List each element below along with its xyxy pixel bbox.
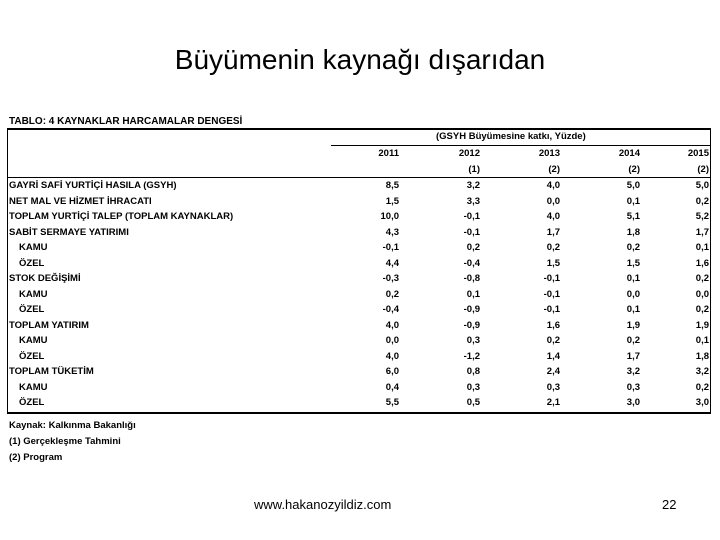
row-label: GAYRİ SAFİ YURTİÇİ HASILA (GSYH) xyxy=(9,180,177,191)
row-value: 0,2 xyxy=(626,242,640,253)
row-value: -0,1 xyxy=(543,273,560,284)
row-value: 0,4 xyxy=(385,381,399,393)
row-value: 0,2 xyxy=(626,335,640,346)
row-label: STOK DEĞİŞİMİ xyxy=(9,273,81,284)
row-value: 0,0 xyxy=(695,288,709,300)
table-row xyxy=(9,258,709,274)
table-row xyxy=(9,382,709,398)
row-label: ÖZEL xyxy=(19,350,45,362)
row-value: -0,1 xyxy=(543,304,560,315)
row-value: 4,3 xyxy=(385,226,399,238)
row-value: 0,2 xyxy=(695,381,709,393)
row-value: 0,3 xyxy=(466,381,480,393)
row-value: 1,5 xyxy=(626,257,640,269)
note-marker: (2) xyxy=(628,164,640,175)
row-value: 1,5 xyxy=(546,257,560,269)
row-value: 1,7 xyxy=(695,226,709,238)
row-value: -0,1 xyxy=(543,288,560,300)
table-row xyxy=(9,211,709,227)
row-value: 5,1 xyxy=(626,211,640,222)
row-value: 3,3 xyxy=(466,195,480,207)
row-label: ÖZEL xyxy=(19,304,45,315)
row-value: 0,2 xyxy=(466,242,480,253)
row-value: 5,2 xyxy=(695,211,709,222)
row-value: 1,7 xyxy=(626,350,640,362)
note-marker: (2) xyxy=(697,164,709,175)
row-value: 0,3 xyxy=(466,335,480,346)
table-row xyxy=(9,227,709,243)
row-value: 4,4 xyxy=(385,257,399,269)
table-right-border xyxy=(710,128,711,413)
row-value: 0,2 xyxy=(546,335,560,346)
table-row xyxy=(9,273,709,289)
row-value: 10,0 xyxy=(380,211,399,222)
row-value: 1,6 xyxy=(546,319,560,331)
row-value: 0,5 xyxy=(466,397,480,408)
row-value: 0,1 xyxy=(695,242,709,253)
source-note: Kaynak: Kalkınma Bakanlığı xyxy=(9,420,136,431)
row-label: ÖZEL xyxy=(19,397,45,408)
footnote-1: (1) Gerçekleşme Tahmini xyxy=(9,436,121,447)
row-value: -0,4 xyxy=(382,304,399,315)
table-row xyxy=(9,304,709,320)
year-header: 2013 xyxy=(538,148,560,159)
row-label: KAMU xyxy=(19,381,48,393)
row-value: 1,6 xyxy=(695,257,709,269)
table-row xyxy=(9,351,709,367)
row-value: -0,9 xyxy=(463,304,480,315)
slide-title: Büyümenin kaynağı dışarıdan xyxy=(174,44,546,75)
table-row xyxy=(9,289,709,305)
row-value: -0,1 xyxy=(463,226,480,238)
row-value: 0,1 xyxy=(626,304,640,315)
row-value: 0,3 xyxy=(626,381,640,393)
table-row xyxy=(9,242,709,258)
table-title: TABLO: 4 KAYNAKLAR HARCAMALAR DENGESİ xyxy=(9,116,243,127)
row-value: 5,0 xyxy=(695,180,709,191)
row-value: -0,1 xyxy=(382,242,399,253)
row-value: 0,2 xyxy=(695,195,709,207)
row-label: ÖZEL xyxy=(19,257,45,269)
year-header: 2012 xyxy=(458,148,480,159)
row-value: 0,1 xyxy=(626,195,640,207)
row-value: -0,9 xyxy=(463,319,480,331)
row-value: 5,0 xyxy=(626,180,640,191)
row-value: 0,1 xyxy=(466,288,480,300)
table-left-border xyxy=(7,128,8,413)
table-row xyxy=(9,335,709,351)
row-value: 0,2 xyxy=(695,273,709,284)
row-label: TOPLAM TÜKETİM xyxy=(9,366,94,377)
row-label: KAMU xyxy=(19,242,48,253)
row-value: 0,0 xyxy=(626,288,640,300)
row-value: 1,8 xyxy=(695,350,709,362)
table-row xyxy=(9,180,709,196)
note-marker: (1) xyxy=(468,164,480,175)
footer-url: www.hakanozyildiz.com xyxy=(254,497,392,512)
year-header: 2015 xyxy=(687,148,709,159)
row-value: 3,0 xyxy=(626,397,640,408)
page-number: 22 xyxy=(662,497,677,512)
row-value: 0,2 xyxy=(546,242,560,253)
row-value: 2,4 xyxy=(546,366,560,377)
table-notes xyxy=(9,418,136,466)
row-value: 0,1 xyxy=(626,273,640,284)
table-row xyxy=(9,397,709,413)
row-value: 3,2 xyxy=(466,180,480,191)
row-label: KAMU xyxy=(19,335,48,346)
row-value: 1,9 xyxy=(626,319,640,331)
row-value: -0,8 xyxy=(463,273,480,284)
row-value: 1,9 xyxy=(695,319,709,331)
row-label: NET MAL VE HİZMET İHRACATI xyxy=(9,195,152,207)
table-caption: (GSYH Büyümesine katkı, Yüzde) xyxy=(436,131,586,142)
row-value: 4,0 xyxy=(546,180,560,191)
row-value: 3,2 xyxy=(695,366,709,377)
table-bottom-rule xyxy=(7,412,711,414)
row-label: TOPLAM YURTİÇİ TALEP (TOPLAM KAYNAKLAR) xyxy=(9,211,234,222)
row-value: 0,3 xyxy=(546,381,560,393)
row-value: 2,1 xyxy=(546,397,560,408)
row-value: 4,0 xyxy=(546,211,560,222)
row-value: 4,0 xyxy=(385,350,399,362)
row-value: 1,5 xyxy=(385,195,399,207)
row-value: 6,0 xyxy=(385,366,399,377)
row-value: 4,0 xyxy=(385,319,399,331)
row-label: TOPLAM YATIRIM xyxy=(9,319,89,331)
row-value: 1,7 xyxy=(546,226,560,238)
footnote-2: (2) Program xyxy=(9,452,63,463)
row-value: 1,8 xyxy=(626,226,640,238)
header-rule xyxy=(7,177,711,178)
row-value: -0,4 xyxy=(463,257,480,269)
year-header: 2014 xyxy=(618,148,640,159)
year-header-row xyxy=(9,148,709,164)
row-value: -1,2 xyxy=(463,350,480,362)
row-value: 0,8 xyxy=(466,366,480,377)
row-value: 8,5 xyxy=(385,180,399,191)
row-value: 0,2 xyxy=(695,304,709,315)
row-label: SABİT SERMAYE YATIRIMI xyxy=(9,226,129,238)
row-value: 0,0 xyxy=(546,195,560,207)
row-value: 1,4 xyxy=(546,350,560,362)
year-header: 2011 xyxy=(378,148,399,159)
row-value: 3,0 xyxy=(695,397,709,408)
table-row xyxy=(9,366,709,382)
row-value: 3,2 xyxy=(626,366,640,377)
table-top-rule xyxy=(7,128,711,130)
caption-rule xyxy=(331,145,711,146)
table-row xyxy=(9,196,709,212)
row-value: 0,0 xyxy=(385,335,399,346)
table-row xyxy=(9,320,709,336)
row-label: KAMU xyxy=(19,288,48,300)
row-value: 5,5 xyxy=(385,397,399,408)
row-value: -0,3 xyxy=(382,273,399,284)
row-value: -0,1 xyxy=(463,211,480,222)
note-marker: (2) xyxy=(548,164,560,175)
row-value: 0,1 xyxy=(695,335,709,346)
row-value: 0,2 xyxy=(385,288,399,300)
